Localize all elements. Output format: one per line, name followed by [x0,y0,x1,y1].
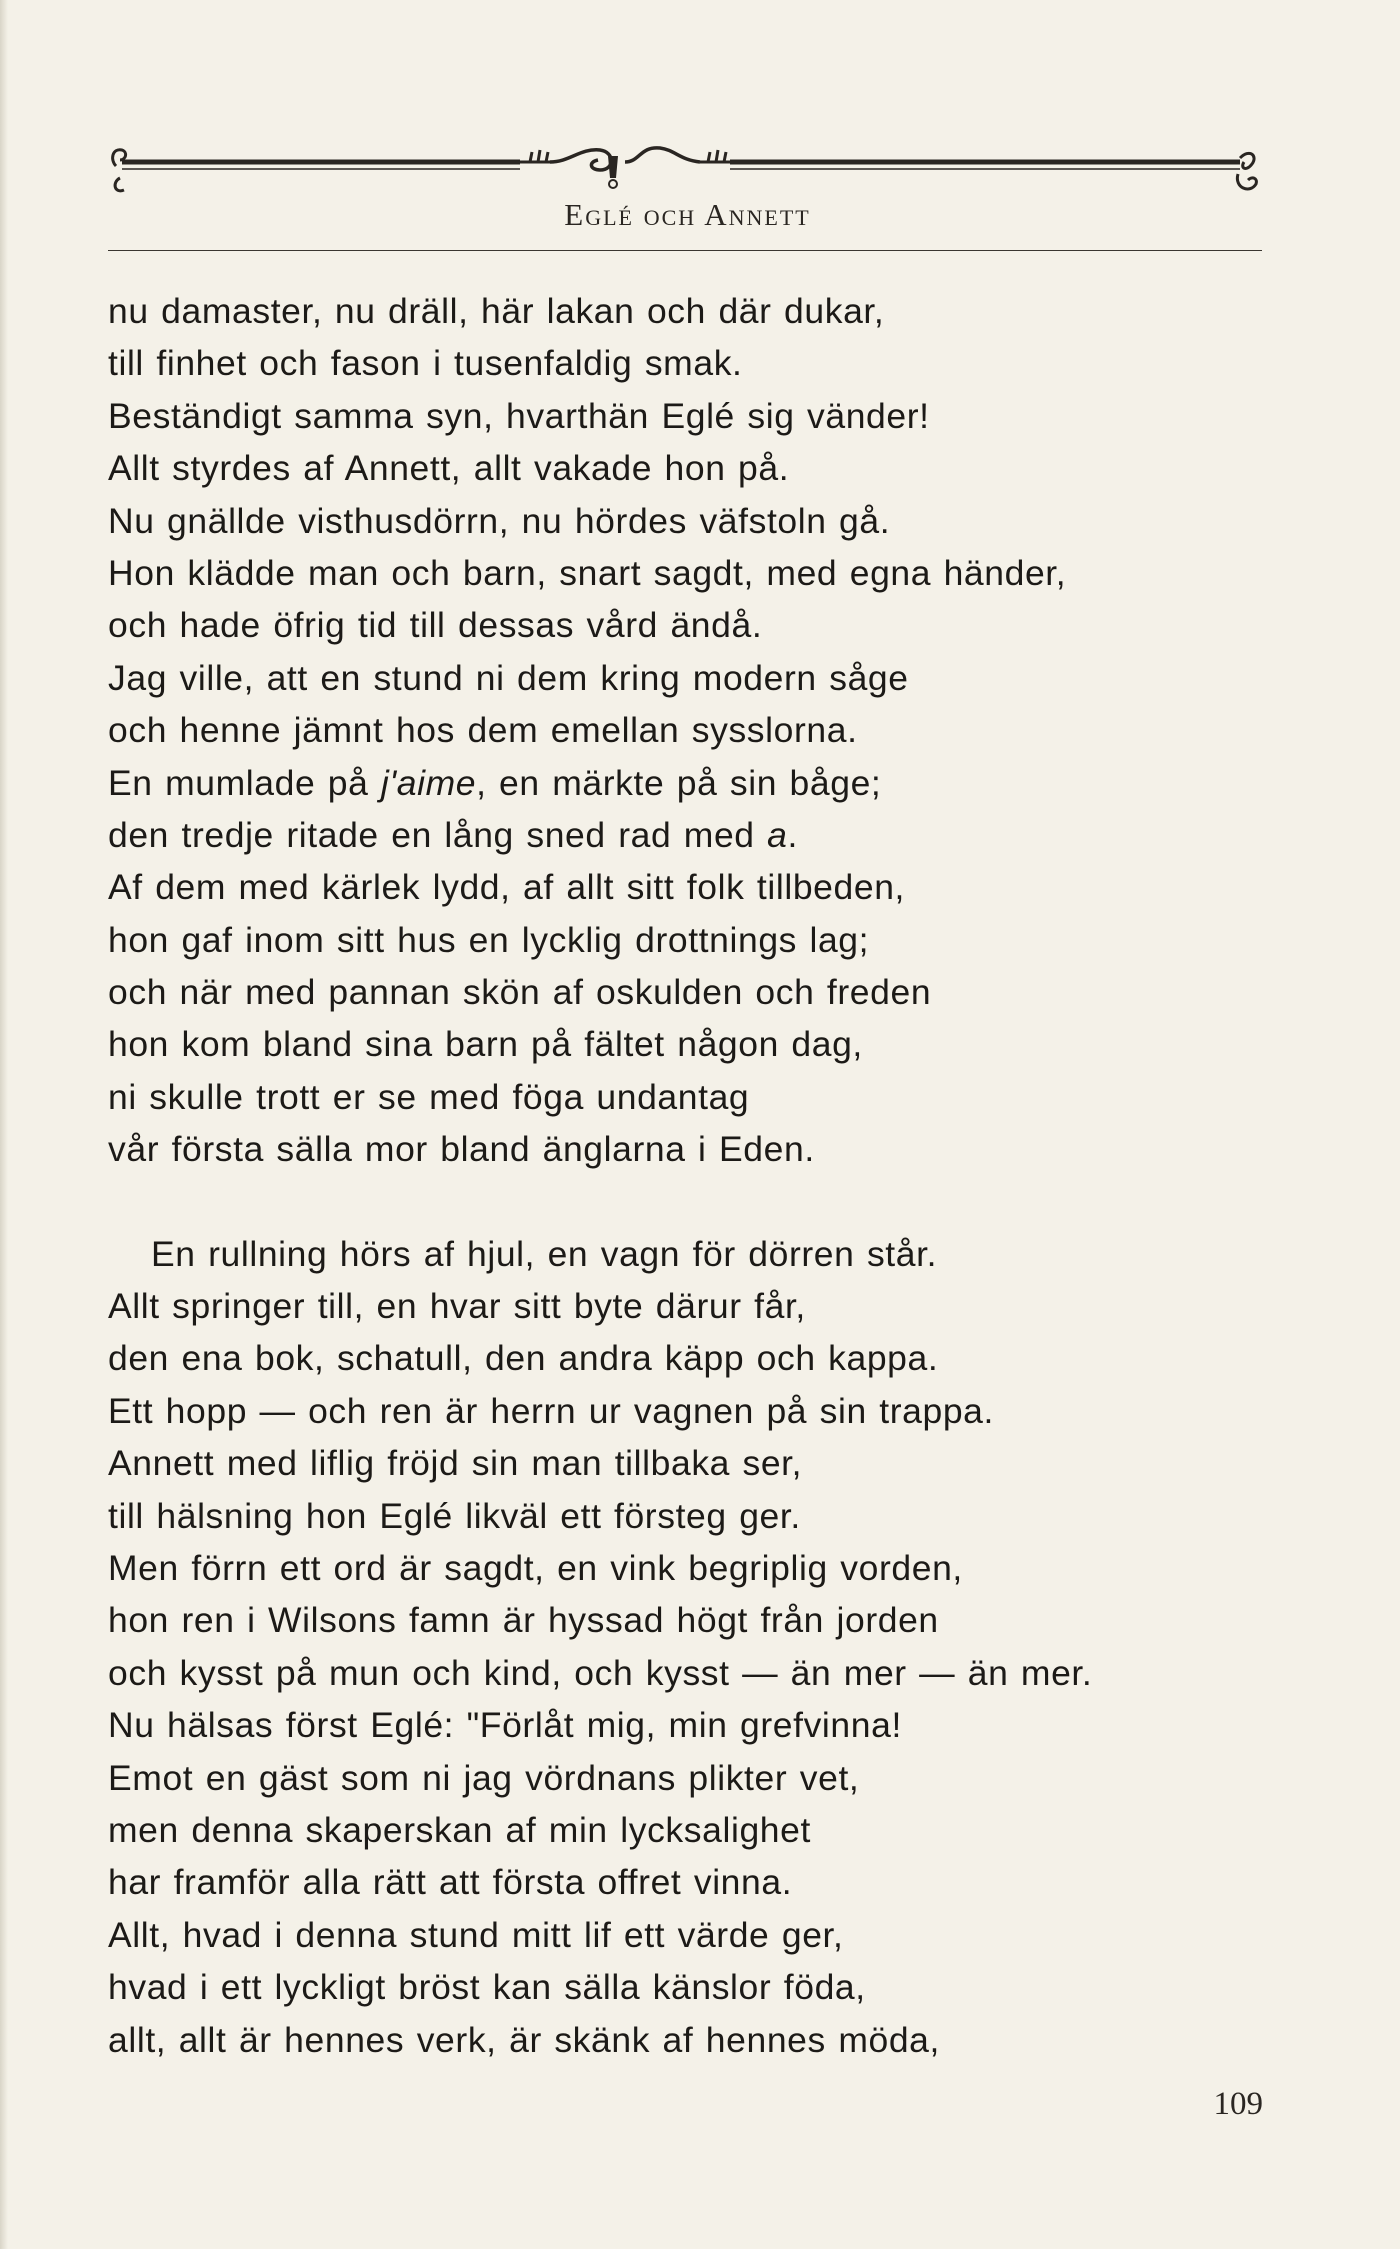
verse-line: Emot en gäst som ni jag vördnans plikter vet, [108,1757,860,1798]
verse-line: har framför alla rätt att första offret vinna. [108,1862,793,1903]
verse-line: den ena bok, schatull, den andra käpp och kappa. [108,1338,939,1379]
verse-line: hon gaf inom sitt hus en lycklig drottnings lag; [108,919,870,960]
page-edge-shadow [0,0,8,2249]
verse-line: Hon klädde man och barn, snart sagdt, med egna händer, [108,552,1067,593]
verse-line: Nu gnällde visthusdörrn, nu hördes väfstoln gå. [108,500,891,541]
verse-line: Allt springer till, en hvar sitt byte därur får, [108,1286,806,1327]
verse-line: hon ren i Wilsons famn är hyssad högt från jorden [108,1600,939,1641]
verse-line: Men förrn ett ord är sagdt, en vink begriplig vorden, [108,1547,963,1588]
stanza-1 [108,285,1268,1176]
verse-line: Annett med liflig fröjd sin man tillbaka ser, [108,1443,803,1484]
poem-body [108,285,1268,2066]
verse-line: nu damaster, nu dräll, här lakan och där dukar, [108,291,885,331]
running-header-title: Eglé och Annett [564,197,811,232]
verse-line: Beständigt samma syn, hvarthän Eglé sig vänder! [108,395,930,436]
verse-line: Allt styrdes af Annett, allt vakade hon på. [108,448,790,489]
header-ornament [110,138,1260,198]
stanza-2 [108,1228,1268,2066]
verse-line: Nu hälsas först Eglé: "Förlåt mig, min grefvinna! [108,1705,902,1746]
verse-line: men denna skaperskan af min lycksalighet [108,1809,811,1850]
verse-line: Jag ville, att en stund ni dem kring modern såge [108,657,909,698]
verse-line: den tredje ritade en lång sned rad med a. [108,814,798,855]
verse-line: Af dem med kärlek lydd, af allt sitt folk tillbeden, [108,867,906,908]
verse-line: allt, allt är hennes verk, är skänk af hennes möda, [108,2019,940,2060]
page-number: 109 [1213,2086,1263,2122]
header-rule [108,250,1262,251]
verse-line: hon kom bland sina barn på fältet någon dag, [108,1024,863,1065]
verse-line: En rullning hörs af hjul, en vagn för dörren står. [151,1233,938,1274]
verse-line: och hade öfrig tid till dessas vård ändå. [108,605,763,646]
verse-line: och henne jämnt hos dem emellan sysslorna. [108,710,858,751]
verse-line: och kysst på mun och kind, och kysst — än mer — än mer. [108,1652,1093,1693]
verse-line: och när med pannan skön af oskulden och freden [108,972,932,1013]
verse-line: hvad i ett lyckligt bröst kan sälla känslor föda, [108,1967,866,2008]
verse-line: vår första sälla mor bland änglarna i Eden. [108,1129,815,1170]
verse-line: till hälsning hon Eglé likväl ett försteg ger. [108,1495,801,1536]
verse-line: En mumlade på j'aime, en märkte på sin båge; [108,762,882,803]
verse-line: Ett hopp — och ren är herrn ur vagnen på sin trappa. [108,1390,994,1431]
verse-line: ni skulle trott er se med föga undantag [108,1076,750,1117]
verse-line: Allt, hvad i denna stund mitt lif ett värde ger, [108,1914,844,1955]
verse-line: till finhet och fason i tusenfaldig smak. [108,343,743,384]
